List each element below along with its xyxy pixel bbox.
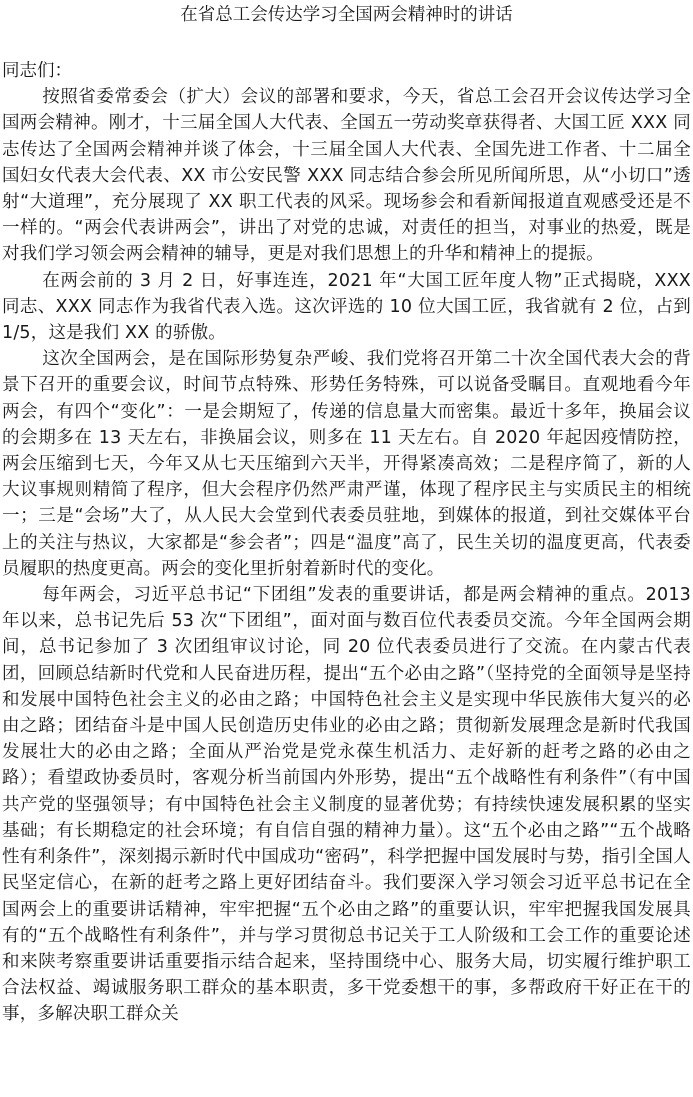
paragraph-1: 按照省委常委会（扩大）会议的部署和要求，今天，省总工会召开会议传达学习全国两会精神。刚才，十三届全国人大代表、全国五一劳动奖章获得者、大国工匠 XXX 同志传达了全国两会精神并谈了体会，十三届全国人大代表、全国先进工作者、十二届全国妇女代表大会代表、XX 市公安民警 XXX 同志结合参会所见所闻所思，从“小切口”透射“大道理”，充分展现了 XX 职工代表的风采。现场参会和看新闻报道直观感受还是不一样的。“两会代表讲两会”，讲出了对党的忠诚，对责任的担当，对事业的热爱，既是对我们学习领会两会精神的辅导，更是对我们思想上的升华和精神上的提振。 — [2, 87, 691, 265]
paragraph-3: 这次全国两会，是在国际形势复杂严峻、我们党将召开第二十次全国代表大会的背景下召开的重要会议，时间节点特殊、形势任务特殊，可以说备受瞩目。直观地看今年两会，有四个“变化”：一是会期短了，传递的信息量大而密集。最近十多年，换届会议的会期多在 13 天左右，非换届会议，则多在 11 天左右。自 2020 年起因疫情防控，两会压缩到七天，今年又从七天压缩到六天半，开得紧凑高效；二是程序简了，新的人大议事规则精简了程序，但大会程序仍然严肃严谨，体现了程序民主与实质民主的相统一；三是“会场”大了，从人民大会堂到代表委员驻地，到媒体的报道，到社交媒体平台上的关注与热议，大家都是“参会者”；四是“温度”高了，民生关切的温度更高，代表委员履职的热度更高。两会的变化里折射着新时代的变化。 — [2, 349, 691, 579]
paragraph-4: 每年两会，习近平总书记“下团组”发表的重要讲话，都是两会精神的重点。2013 年以来，总书记先后 53 次“下团组”，面对面与数百位代表委员交流。今年全国两会期间，总书记参加了 3 次团组审议讨论，同 20 位代表委员进行了交流。在内蒙古代表团，回顾总结新时代党和人民奋进历程，提出“五个必由之路”（坚持党的全面领导是坚持和发展中国特色社会主义的必由之路；中国特色社会主义是实现中华民族伟大复兴的必由之路；团结奋斗是中国人民创造历史伟业的必由之路；贯彻新发展理念是新时代我国发展壮大的必由之路；全面从严治党是党永葆生机活力、走好新的赶考之路的必由之路）；看望政协委员时，客观分析当前国内外形势，提出“五个战略性有利条件”（有中国共产党的坚强领导；有中国特色社会主义制度的显著优势；有持续快速发展积累的坚实基础；有长期稳定的社会环境；有自信自强的精神力量）。这“五个必由之路”“五个战略性有利条件”，深刻揭示新时代中国成功“密码”，科学把握中国发展时与势，指引全国人民坚定信心，在新的赶考之路上更好团结奋斗。我们要深入学习领会习近平总书记在全国两会上的重要讲话精神，牢牢把握“五个必由之路”的重要认识，牢牢把握我国发展具有的“五个战略性有利条件”，并与学习贯彻总书记关于工人阶级和工会工作的重要论述和来陕考察重要讲话重要指示结合起来，坚持围绕中心、服务大局，切实履行维护职工合法权益、竭诚服务职工群众的基本职责，多干党委想干的事，多帮政府干好正在干的事，多解决职工群众关 — [2, 585, 691, 1025]
salutation: 同志们： — [2, 61, 72, 81]
paragraph-2: 在两会前的 3 月 2 日，好事连连，2021 年“大国工匠年度人物”正式揭晓，XXX 同志、XXX 同志作为我省代表入选。这次评选的 10 位大国工匠，我省就有 2 位，占到 1/5，这是我们 XX 的骄傲。 — [2, 270, 691, 344]
title-spacer — [0, 28, 693, 58]
document-title: 在省总工会传达学习全国两会精神时的讲话 — [180, 5, 513, 25]
